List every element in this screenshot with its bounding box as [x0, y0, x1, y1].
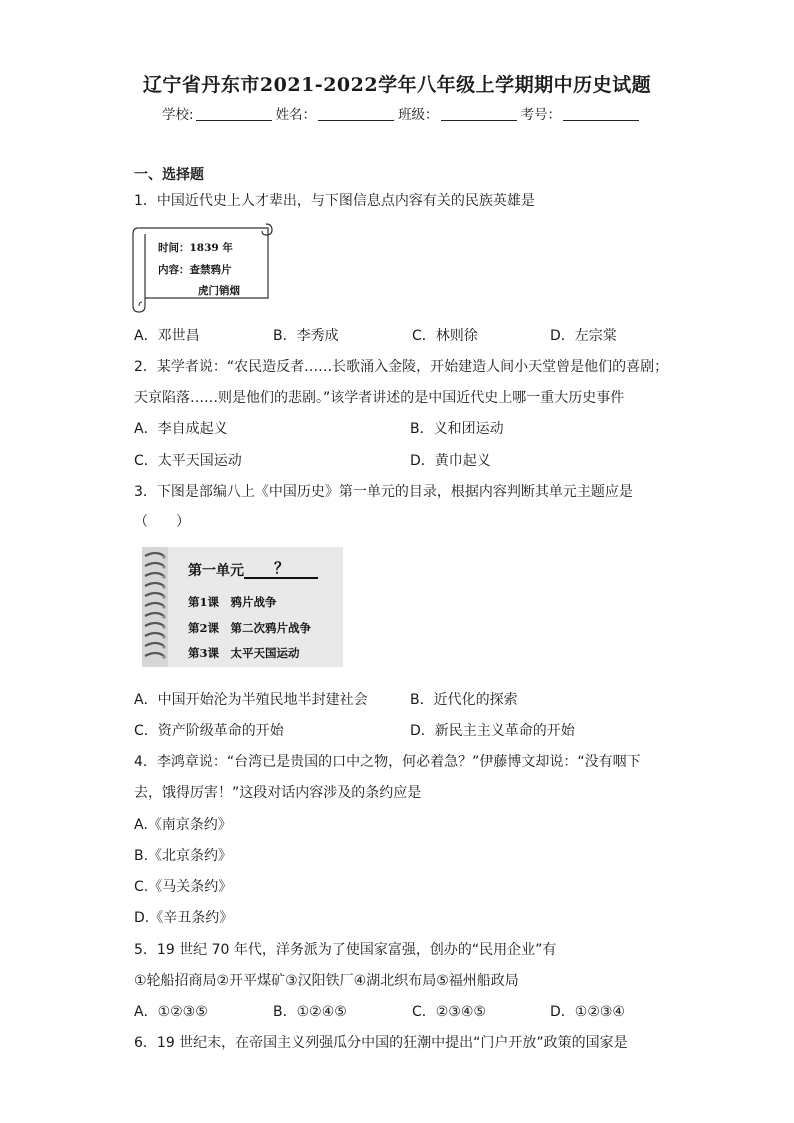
option-b: B．①②④⑤ [273, 1004, 347, 1020]
question-5-stem-line-1: 5．19 世纪 70 年代，洋务派为了使国家富强，创办的“民用企业”有 [134, 942, 557, 958]
question-5-stem-line-2: ①轮船招商局②开平煤矿③汉阳铁厂④湖北织布局⑤福州船政局 [134, 973, 519, 989]
question-6-stem: 6．19 世纪末，在帝国主义列强瓜分中国的狂潮中提出“门户开放”政策的国家是 [134, 1035, 628, 1051]
option-c: C．太平天国运动 [134, 453, 242, 469]
notebook-figure [142, 547, 343, 667]
unit-blank-line [244, 577, 318, 579]
lesson-3: 第3课 太平天国运动 [188, 646, 300, 660]
question-2-stem-line-2: 天京陷落……则是他们的悲剧。”该学者讲述的是中国近代史上哪一重大历史事件 [134, 390, 625, 406]
option-b: B.《北京条约》 [134, 848, 233, 864]
option-a: A．①②③⑤ [134, 1004, 208, 1020]
option-d: D．①②③④ [550, 1004, 625, 1020]
lesson-1: 第1课 鸦片战争 [188, 595, 277, 609]
lesson-2: 第2课 第二次鸦片战争 [188, 621, 312, 635]
option-c: C．资产阶级革命的开始 [134, 723, 284, 739]
scroll-content-text: 内容：查禁鸦片 [158, 264, 232, 276]
question-4-stem-line-2: 去，饿得厉害！”这段对话内容涉及的条约应是 [134, 785, 422, 801]
name-label: 姓名： [275, 107, 317, 123]
option-d: D．新民主主义革命的开始 [410, 723, 575, 739]
spiral-binding-icon [142, 547, 168, 667]
question-4-stem-line-1: 4．李鸿章说：“台湾已是贵国的口中之物，何必着急？”伊藤博文却说：“没有咽下 [134, 754, 641, 770]
scroll-content-text-2: 虎门销烟 [198, 285, 240, 297]
school-blank [196, 106, 272, 121]
option-c: C．林则徐 [412, 328, 478, 344]
student-info-line [162, 103, 643, 123]
exam-number-label: 考号： [520, 107, 562, 123]
question-3-answer-bracket: （ ） [134, 514, 190, 530]
section-heading: 一、选择题 [134, 167, 204, 183]
option-c: C．②③④⑤ [412, 1004, 486, 1020]
question-1-stem: 1．中国近代史上人才辈出，与下图信息点内容有关的民族英雄是 [134, 193, 535, 209]
scroll-figure [130, 222, 275, 312]
option-a: A.《南京条约》 [134, 817, 232, 833]
page-title: 辽宁省丹东市2021-2022学年八年级上学期期中历史试题 [142, 74, 652, 96]
option-a: A．邓世昌 [134, 328, 200, 344]
option-b: B．近代化的探索 [410, 692, 518, 708]
option-b: B．义和团运动 [410, 421, 504, 437]
option-d: D．黄巾起义 [410, 453, 491, 469]
option-b: B．李秀成 [273, 328, 339, 344]
option-d: D.《辛丑条约》 [134, 910, 234, 926]
option-a: A．李自成起义 [134, 421, 228, 437]
scroll-time-text: 时间：1839 年 [158, 242, 233, 254]
option-d: D．左宗棠 [550, 328, 617, 344]
class-blank [441, 106, 517, 121]
exam-number-blank [563, 106, 639, 121]
school-label: 学校: [162, 107, 194, 123]
option-c: C.《马关条约》 [134, 879, 233, 895]
option-a: A．中国开始沦为半殖民地半封建社会 [134, 692, 368, 708]
unit-blank-mark: ？ [274, 559, 290, 577]
name-blank [318, 106, 394, 121]
class-label: 班级： [398, 107, 439, 123]
unit-heading: 第一单元 [188, 563, 244, 579]
question-2-stem-line-1: 2．某学者说：“农民造反者……长歌涌入金陵，开始建造人间小天堂曾是他们的喜剧； [134, 359, 669, 375]
question-3-stem-line-1: 3．下图是部编八上《中国历史》第一单元的目录，根据内容判断其单元主题应是 [134, 484, 633, 500]
